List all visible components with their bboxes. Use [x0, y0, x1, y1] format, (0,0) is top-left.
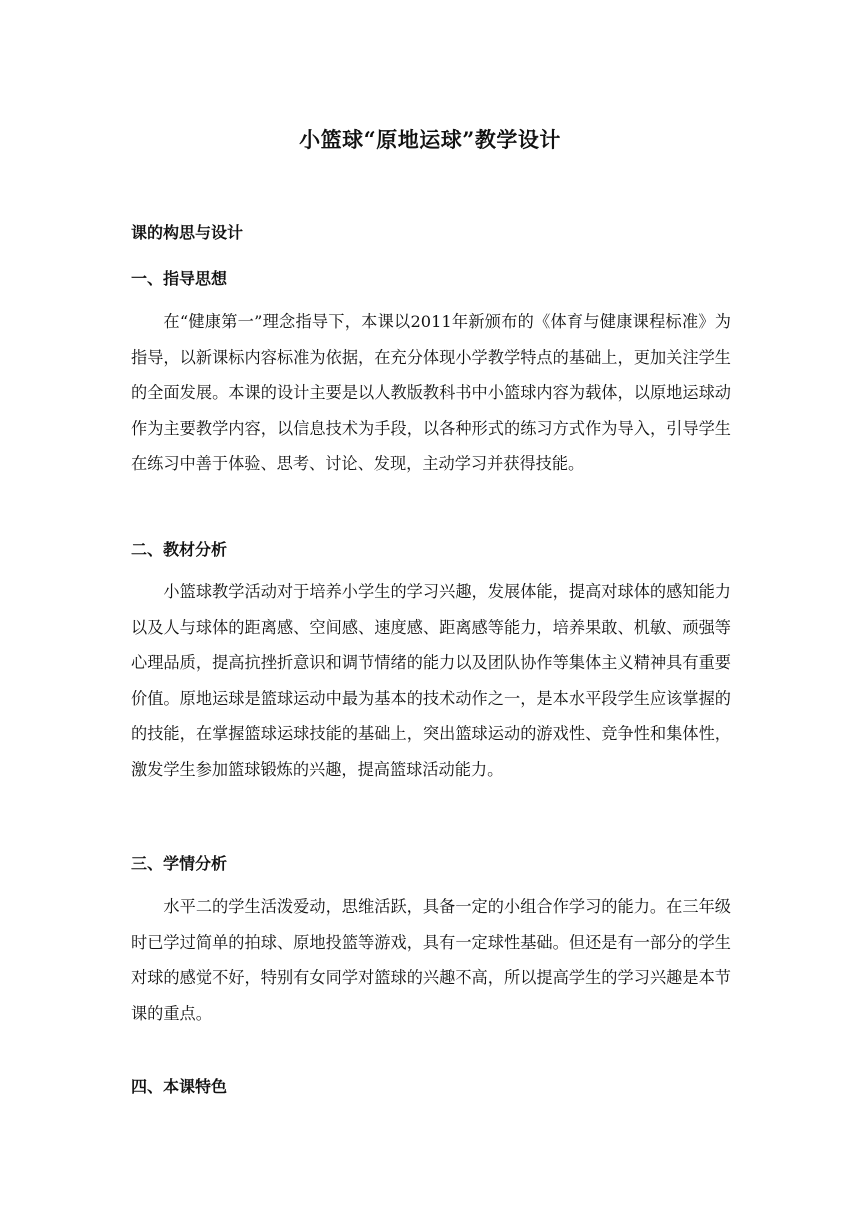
paragraph-student-analysis: 水平二的学生活泼爱动，思维活跃，具备一定的小组合作学习的能力。在三年级时已学过简单的拍球、原地投篮等游戏，具有一定球性基础。但还是有一部分的学生对球的感觉不好，特别有女同学对篮球的兴趣不高，所以提高学生的学习兴趣是本节课的重点。 — [131, 897, 731, 1023]
document-title: 小篮球“原地运球”教学设计 — [299, 127, 561, 152]
heading-student-analysis: 三、学情分析 — [131, 854, 228, 873]
heading-lesson-features: 四、本课特色 — [131, 1077, 228, 1096]
section-subtitle: 课的构思与设计 — [131, 223, 244, 242]
heading-textbook-analysis: 二、教材分析 — [131, 540, 228, 559]
paragraph-textbook-analysis: 小篮球教学活动对于培养小学生的学习兴趣，发展体能，提高对球体的感知能力以及人与球体的距离感、空间感、速度感、距离感等能力，培养果敢、机敏、顽强等心理品质，提高抗挫折意识和调节情绪的能力以及团队协作等集体主义精神具有重要价值。原地运球是篮球运动中最为基本的技术动作之一，是本水平段学生应该掌握的的技能，在掌握篮球运球技能的基础上，突出篮球运动的游戏性、竞争性和集体性，激发学生参加篮球锻炼的兴趣，提高篮球活动能力。 — [131, 582, 731, 779]
heading-guiding-ideology: 一、指导思想 — [131, 269, 228, 288]
paragraph-guiding-ideology: 在“健康第一”理念指导下，本课以2011年新颁布的《体育与健康课程标准》为指导，以新课标内容标准为依据，在充分体现小学教学特点的基础上，更加关注学生的全面发展。本课的设计主要是以人教版教科书中小篮球内容为载体，以原地运球动作为主要教学内容，以信息技术为手段，以各种形式的练习方式作为导入，引导学生在练习中善于体验、思考、讨论、发现，主动学习并获得技能。 — [131, 312, 731, 474]
